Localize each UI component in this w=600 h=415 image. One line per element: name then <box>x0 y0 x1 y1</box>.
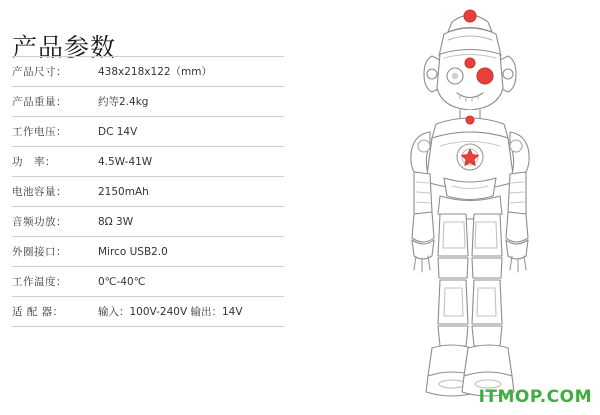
table-row <box>12 57 284 87</box>
robot-illustration <box>340 0 600 411</box>
spec-value: 0℃-40℃ <box>98 267 284 297</box>
spec-value: 8Ω 3W <box>98 207 284 237</box>
table-row <box>12 87 284 117</box>
spec-label: 功 率： <box>12 147 98 177</box>
spec-label: 外圈接口： <box>12 237 98 267</box>
table-row <box>12 267 284 297</box>
spec-value: 输入：100V-240V 输出：14V <box>98 297 284 327</box>
table-row <box>12 237 284 267</box>
table-row <box>12 147 284 177</box>
table-row <box>12 207 284 237</box>
spec-value: DC 14V <box>98 117 284 147</box>
spec-label: 音频功放： <box>12 207 98 237</box>
spec-label: 适 配 器： <box>12 297 98 327</box>
spec-table-body <box>12 57 284 327</box>
spec-table <box>12 56 284 327</box>
spec-value: 438x218x122（mm） <box>98 57 284 87</box>
table-row <box>12 297 284 327</box>
table-row <box>12 177 284 207</box>
spec-label: 电池容量： <box>12 177 98 207</box>
spec-label: 产品尺寸： <box>12 57 98 87</box>
spec-label: 工作温度： <box>12 267 98 297</box>
spec-value: 4.5W-41W <box>98 147 284 177</box>
spec-label: 工作电压： <box>12 117 98 147</box>
watermark-text: ITMOP.COM <box>478 387 592 407</box>
spec-value: 约等2.4kg <box>98 87 284 117</box>
spec-label: 产品重量： <box>12 87 98 117</box>
spec-value: 2150mAh <box>98 177 284 207</box>
spec-value: Mirco USB2.0 <box>98 237 284 267</box>
table-row <box>12 117 284 147</box>
page-title: 产品参数 <box>12 32 117 62</box>
